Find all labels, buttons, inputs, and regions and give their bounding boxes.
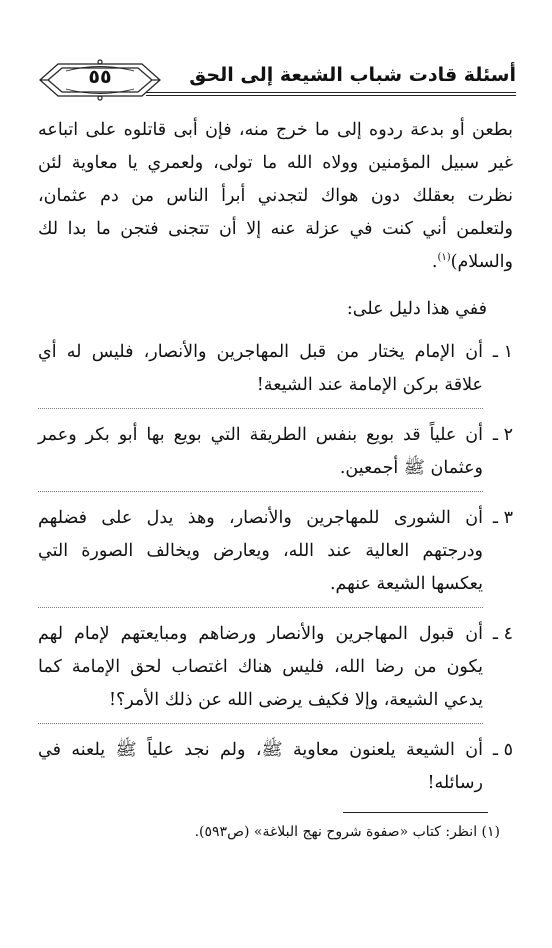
- opening-paragraph-end: .: [431, 252, 438, 272]
- list-item: [38, 734, 513, 800]
- list-item: [38, 618, 513, 724]
- item-text: أن علياً قد بويع بنفس الطريقة التي بويع بها أبو بكر وعمر وعثمان ﷺ أجمعين.: [38, 425, 483, 478]
- item-divider: [38, 491, 483, 492]
- intro-line: ففي هذا دليل على:: [346, 299, 487, 319]
- running-title: أسئلة قادت شباب الشيعة إلى الحق: [189, 64, 516, 86]
- list-item: [38, 419, 513, 492]
- item-divider: [38, 408, 483, 409]
- item-text: أن الشيعة يلعنون معاوية ﷺ، ولم نجد علياً ﷺ يلعنه في رسائله!: [38, 740, 483, 793]
- item-text: أن قبول المهاجرين والأنصار ورضاهم ومبايعتهم لإمام لهم يكون من رضا الله، فليس هناك اغتصاب لحق الإمامة كما يدعي الشيعة، وإلا فكيف يرضى الله عن ذلك الأمر؟!: [38, 624, 483, 710]
- item-number: ٢ ـ: [492, 425, 513, 445]
- list-item: [38, 336, 513, 409]
- page-number: ٥٥: [88, 66, 112, 88]
- item-text: أن الشورى للمهاجرين والأنصار، وهذ يدل على فضلهم ودرجتهم العالية عند الله، ويعارض ويخالف الصورة التي يعكسها الشيعة عنهم.: [38, 508, 483, 594]
- item-number: ١ ـ: [492, 342, 513, 362]
- page-header: [36, 58, 516, 102]
- item-number: ٤ ـ: [492, 624, 513, 644]
- header-rule: [146, 92, 516, 96]
- item-divider: [38, 723, 483, 724]
- footnote-rule: [343, 812, 488, 813]
- item-number: ٣ ـ: [492, 508, 513, 528]
- list-item: [38, 502, 513, 608]
- item-text: أن الإمام يختار من قبل المهاجرين والأنصار، فليس له أي علاقة بركن الإمامة عند الشيعة!: [38, 342, 483, 395]
- opening-paragraph: [38, 114, 513, 279]
- item-number: ٥ ـ: [492, 740, 513, 760]
- main-text: [38, 114, 513, 800]
- footnote-reference: (١): [437, 252, 451, 264]
- item-divider: [38, 607, 483, 608]
- footnote: (١) انظر: كتاب «صفوة شروح نهج البلاغة» (ص٥٩٣).: [194, 824, 500, 840]
- opening-paragraph-text: بطعن أو بدعة ردوه إلى ما خرج منه، فإن أبى قاتلوه على اتباعه غير سبيل المؤمنين وولاه الله ما تولى، ولعمري يا معاوية لئن نظرت بعقلك دون هواك لتجدني أبرأ الناس من دم عثمان، ولتعلمن أني كنت في عزلة عنه إلا أن تتجنى فتجن ما بدا لك والسلام): [38, 120, 513, 272]
